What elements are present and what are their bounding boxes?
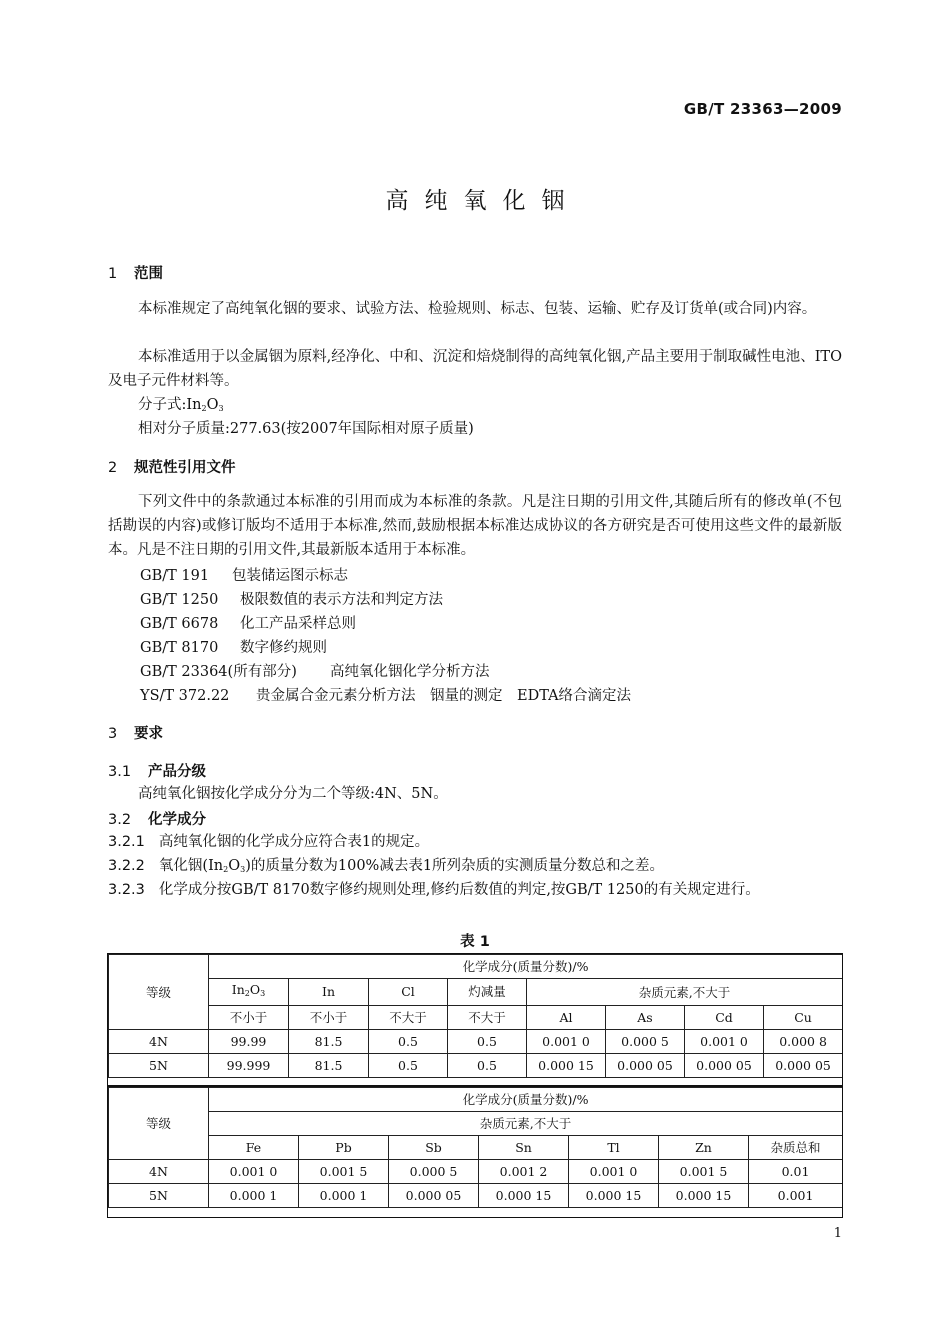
value-cell: 0.000 1 [299,1184,389,1208]
value-cell: 0.001 0 [569,1160,659,1184]
reference-name: 高纯氧化铟化学分析方法 [330,664,490,680]
element-header: Cu [764,1006,843,1030]
element-header: 杂质总和 [749,1136,843,1160]
impurity-header: 杂质元素,不大于 [527,979,843,1006]
paragraph: 高纯氧化铟按化学成分分为二个等级:4N、5N。 [138,786,448,802]
formula-sub: 3 [218,404,224,413]
table-row [109,1054,843,1078]
formula-sub: 3 [240,865,246,874]
reference-name: 化工产品采样总则 [240,616,356,632]
reference-code: GB/T 8170 [140,640,219,656]
element-header: Tl [569,1136,659,1160]
value-cell: 0.000 15 [527,1054,606,1078]
clause-text: 氧化铟(In [158,858,224,874]
subsection-title: 化学成分 [148,812,206,828]
value-cell: 0.000 05 [764,1054,843,1078]
grade-cell: 4N [109,1030,209,1054]
element-header: Fe [209,1136,299,1160]
in-header: In [289,979,369,1006]
formula-sub: 3 [260,989,266,998]
composition-header: 化学成分(质量分数)/% [209,955,843,979]
cl-header: Cl [369,979,448,1006]
reference-code: GB/T 1250 [140,592,219,608]
value-cell: 0.000 05 [389,1184,479,1208]
section-title: 范围 [134,266,163,282]
subsection-number: 3.2 [108,812,132,828]
reference-code: YS/T 372.22 [140,688,230,704]
subsection-number: 3.1 [108,764,132,780]
section-3-heading [108,722,163,743]
grade-header: 等级 [109,955,209,1030]
clause-number: 3.2.1 [108,834,145,850]
value-cell: 99.999 [209,1054,289,1078]
clause-3-2-1 [108,830,842,854]
in2o3-header [209,979,289,1006]
value-cell: 0.000 5 [606,1030,685,1054]
reference-name: 贵金属合金元素分析方法 铟量的测定 EDTA络合滴定法 [256,688,632,704]
paragraph: 本标准规定了高纯氧化铟的要求、试验方法、检验规则、标志、包装、运输、贮存及订货单(或合同)内容。 [138,301,817,317]
table-caption: 表 1 [460,934,490,950]
clause-text: 化学成分按GB/T 8170数字修约规则处理,修约后数值的判定,按GB/T 1250的有关规定进行。 [158,882,760,898]
impurity-header: 杂质元素,不大于 [209,1112,843,1136]
formula-o: O [249,982,261,997]
formula-sub: 2 [244,989,250,998]
clause-text: 高纯氧化铟的化学成分应符合表1的规定。 [158,834,430,850]
formula-in: In [231,982,245,997]
element-header: Pb [299,1136,389,1160]
value-cell: 0.000 05 [685,1054,764,1078]
section-number: 1 [108,266,118,282]
composition-table-part-2 [108,1087,843,1208]
value-cell: 0.000 8 [764,1030,843,1054]
table-row [109,1184,843,1208]
value-cell: 81.5 [289,1030,369,1054]
section-title: 要求 [134,726,163,742]
value-cell: 0.001 0 [685,1030,764,1054]
value-cell: 0.5 [448,1030,527,1054]
formula-sub: 2 [223,865,229,874]
value-cell: 0.000 05 [606,1054,685,1078]
value-cell: 0.000 15 [479,1184,569,1208]
standard-number: GB/T 23363—2009 [683,100,842,118]
formula-label: 分子式: [138,397,187,413]
grade-cell: 5N [109,1054,209,1078]
section-number: 3 [108,726,118,742]
value-cell: 0.001 [749,1184,843,1208]
subsection-3-1-heading [108,760,206,781]
reference-item [140,636,327,657]
reference-item [140,684,631,705]
table-row [109,1160,843,1184]
element-header: Sb [389,1136,479,1160]
value-cell: 99.99 [209,1030,289,1054]
grade-header: 等级 [109,1088,209,1160]
subsection-3-2-heading [108,808,206,829]
ignition-loss-header: 灼减量 [448,979,527,1006]
value-cell: 0.001 2 [479,1160,569,1184]
reference-code: GB/T 23364(所有部分) [140,664,297,680]
value-cell: 0.001 0 [527,1030,606,1054]
element-header: Cd [685,1006,764,1030]
section-2-heading [108,456,236,477]
reference-item [140,564,348,585]
paragraph: 下列文件中的条款通过本标准的引用而成为本标准的条款。凡是注日期的引用文件,其随后所有的修改单(不包括勘误的内容)或修订版均不适用于本标准,然而,鼓励根据本标准达成协议的各方研究是否可使用这些文件的最新版本。凡是不注日期的引用文件,其最新版本适用于本标准。 [108,494,842,558]
value-cell: 0.5 [369,1030,448,1054]
value-cell: 0.000 15 [659,1184,749,1208]
clause-number: 3.2.2 [108,858,145,874]
clause-3-2-3 [108,878,842,902]
value-cell: 0.000 15 [569,1184,659,1208]
value-cell: 0.001 5 [299,1160,389,1184]
formula-in: In [186,397,202,413]
grade-cell: 5N [109,1184,209,1208]
limit-label: 不小于 [289,1006,369,1030]
reference-item [140,588,443,609]
section-title: 规范性引用文件 [134,460,236,476]
document-title: 高纯氧化铟 [385,188,581,214]
value-cell: 0.001 5 [659,1160,749,1184]
element-header: Al [527,1006,606,1030]
limit-label: 不大于 [448,1006,527,1030]
reference-name: 数字修约规则 [240,640,327,656]
composition-table-part-1 [108,954,843,1078]
paragraph: 本标准适用于以金属铟为原料,经净化、中和、沉淀和焙烧制得的高纯氧化铟,产品主要用于制取碱性电池、ITO及电子元件材料等。 [108,349,842,389]
element-header: Zn [659,1136,749,1160]
limit-label: 不大于 [369,1006,448,1030]
reference-code: GB/T 6678 [140,616,219,632]
value-cell: 0.01 [749,1160,843,1184]
value-cell: 0.001 0 [209,1160,299,1184]
element-header: Sn [479,1136,569,1160]
value-cell: 81.5 [289,1054,369,1078]
reference-name: 包装储运图示标志 [232,568,348,584]
composition-header: 化学成分(质量分数)/% [209,1088,843,1112]
value-cell: 0.5 [369,1054,448,1078]
formula-o: O [206,397,219,413]
molecular-mass: 相对分子质量:277.63(按2007年国际相对原子质量) [138,421,474,437]
page-number: 1 [833,1226,842,1241]
reference-code: GB/T 191 [140,568,210,584]
element-header: As [606,1006,685,1030]
reference-name: 极限数值的表示方法和判定方法 [240,592,443,608]
clause-number: 3.2.3 [108,882,145,898]
section-number: 2 [108,460,118,476]
subsection-title: 产品分级 [148,764,206,780]
table-row [109,1030,843,1054]
clause-text: )的质量分数为100%减去表1所列杂质的实测质量分数总和之差。 [245,858,665,874]
grade-cell: 4N [109,1160,209,1184]
formula-o: O [228,858,241,874]
reference-item [140,612,356,633]
value-cell: 0.000 5 [389,1160,479,1184]
limit-label: 不小于 [209,1006,289,1030]
value-cell: 0.000 1 [209,1184,299,1208]
value-cell: 0.5 [448,1054,527,1078]
reference-item [140,660,490,681]
section-1-heading [108,262,163,283]
formula-sub: 2 [201,404,207,413]
